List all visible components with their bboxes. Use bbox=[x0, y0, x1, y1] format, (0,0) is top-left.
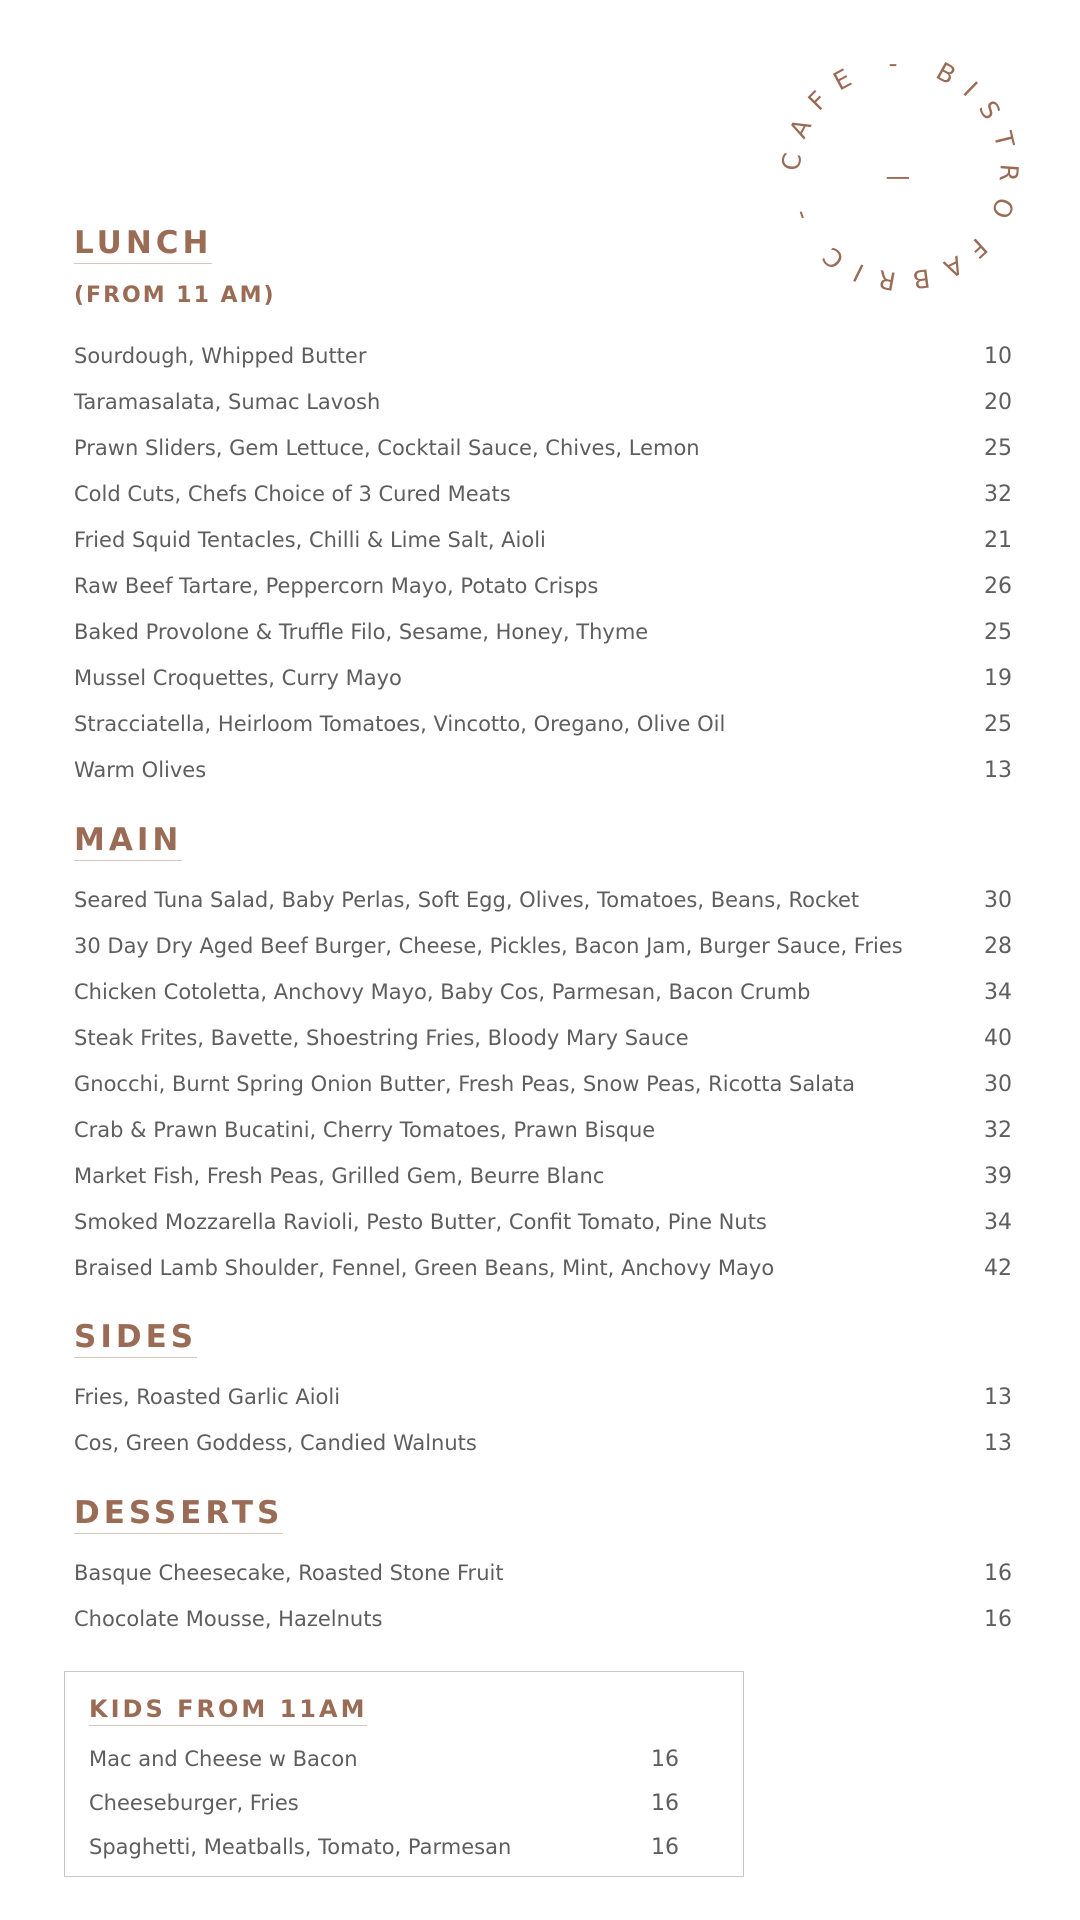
sides-menu-list bbox=[74, 1374, 1012, 1466]
menu-item-price: 16 bbox=[984, 1606, 1012, 1632]
menu-item-price: 39 bbox=[984, 1163, 1012, 1189]
menu-item-price: 16 bbox=[651, 1790, 679, 1816]
menu-item bbox=[74, 1061, 1012, 1107]
menu-item bbox=[74, 1550, 1012, 1596]
menu-item bbox=[74, 563, 1012, 609]
menu-item-name: Taramasalata, Sumac Lavosh bbox=[74, 390, 381, 414]
menu-item bbox=[74, 333, 1012, 379]
menu-item bbox=[74, 609, 1012, 655]
menu-item-price: 13 bbox=[984, 1430, 1012, 1456]
menu-item bbox=[89, 1737, 679, 1781]
desserts-section-title: DESSERTS bbox=[74, 1496, 283, 1534]
logo-center-mark: | bbox=[886, 174, 911, 182]
menu-item-name: Baked Provolone & Truffle Filo, Sesame, Honey, Thyme bbox=[74, 620, 649, 644]
menu-item-name: Fried Squid Tentacles, Chilli & Lime Salt, Aioli bbox=[74, 528, 546, 552]
menu-item-price: 32 bbox=[984, 481, 1012, 507]
menu-item-name: Braised Lamb Shoulder, Fennel, Green Beans, Mint, Anchovy Mayo bbox=[74, 1256, 775, 1280]
menu-item-name: Prawn Sliders, Gem Lettuce, Cocktail Sauce, Chives, Lemon bbox=[74, 436, 700, 460]
lunch-section-title: LUNCH bbox=[74, 226, 212, 264]
logo-ring-text: FABRIC - CAFE - BISTRO bbox=[776, 48, 1024, 297]
menu-item-price: 25 bbox=[984, 435, 1012, 461]
menu-item-price: 25 bbox=[984, 711, 1012, 737]
desserts-menu-list bbox=[74, 1550, 1012, 1642]
lunch-section-subtitle: (FROM 11 AM) bbox=[74, 283, 276, 308]
menu-item-name: Cold Cuts, Chefs Choice of 3 Cured Meats bbox=[74, 482, 511, 506]
menu-item-name: Market Fish, Fresh Peas, Grilled Gem, Beurre Blanc bbox=[74, 1164, 605, 1188]
menu-item-name: Gnocchi, Burnt Spring Onion Butter, Fresh Peas, Snow Peas, Ricotta Salata bbox=[74, 1072, 855, 1096]
menu-item bbox=[74, 471, 1012, 517]
menu-item-price: 34 bbox=[984, 979, 1012, 1005]
menu-item bbox=[89, 1825, 679, 1869]
menu-item-name: Cheeseburger, Fries bbox=[89, 1791, 299, 1815]
menu-item bbox=[74, 655, 1012, 701]
menu-item-name: Basque Cheesecake, Roasted Stone Fruit bbox=[74, 1561, 504, 1585]
menu-item-price: 40 bbox=[984, 1025, 1012, 1051]
menu-item-price: 16 bbox=[651, 1834, 679, 1860]
menu-item-name: Raw Beef Tartare, Peppercorn Mayo, Potato Crisps bbox=[74, 574, 599, 598]
menu-item bbox=[74, 877, 1012, 923]
menu-item bbox=[74, 1153, 1012, 1199]
menu-item-name: Seared Tuna Salad, Baby Perlas, Soft Egg, Olives, Tomatoes, Beans, Rocket bbox=[74, 888, 860, 912]
menu-item-price: 16 bbox=[984, 1560, 1012, 1586]
menu-item-price: 10 bbox=[984, 343, 1012, 369]
kids-section-title: KIDS FROM 11AM bbox=[89, 1696, 367, 1726]
menu-item-price: 28 bbox=[984, 933, 1012, 959]
menu-item-price: 13 bbox=[984, 1384, 1012, 1410]
menu-item-price: 30 bbox=[984, 887, 1012, 913]
menu-item bbox=[74, 701, 1012, 747]
menu-item-name: Crab & Prawn Bucatini, Cherry Tomatoes, Prawn Bisque bbox=[74, 1118, 656, 1142]
fabric-cafe-bistro-logo bbox=[770, 42, 1030, 302]
menu-item-name: Stracciatella, Heirloom Tomatoes, Vincotto, Oregano, Olive Oil bbox=[74, 712, 726, 736]
menu-item-price: 25 bbox=[984, 619, 1012, 645]
menu-item-price: 34 bbox=[984, 1209, 1012, 1235]
menu-item-price: 13 bbox=[984, 757, 1012, 783]
menu-item-name: Mussel Croquettes, Curry Mayo bbox=[74, 666, 402, 690]
kids-menu-list bbox=[89, 1737, 679, 1869]
menu-item bbox=[74, 1596, 1012, 1642]
menu-item bbox=[74, 1245, 1012, 1291]
menu-item-price: 16 bbox=[651, 1746, 679, 1772]
menu-item bbox=[74, 1015, 1012, 1061]
kids-menu-box bbox=[64, 1671, 744, 1877]
main-section-title: MAIN bbox=[74, 823, 182, 861]
menu-item-name: Chocolate Mousse, Hazelnuts bbox=[74, 1607, 383, 1631]
menu-item bbox=[74, 1420, 1012, 1466]
menu-item bbox=[74, 969, 1012, 1015]
menu-item-price: 19 bbox=[984, 665, 1012, 691]
menu-item bbox=[89, 1781, 679, 1825]
menu-item-name: Spaghetti, Meatballs, Tomato, Parmesan bbox=[89, 1835, 512, 1859]
menu-item-name: Warm Olives bbox=[74, 758, 207, 782]
menu-item-price: 26 bbox=[984, 573, 1012, 599]
sides-section-title: SIDES bbox=[74, 1320, 197, 1358]
menu-item bbox=[74, 1374, 1012, 1420]
menu-item-name: Steak Frites, Bavette, Shoestring Fries, Bloody Mary Sauce bbox=[74, 1026, 689, 1050]
menu-item-name: Chicken Cotoletta, Anchovy Mayo, Baby Cos, Parmesan, Bacon Crumb bbox=[74, 980, 811, 1004]
menu-item-price: 42 bbox=[984, 1255, 1012, 1281]
menu-item bbox=[74, 923, 1012, 969]
logo-ring-svg bbox=[770, 42, 1030, 302]
menu-item bbox=[74, 747, 1012, 793]
lunch-menu-list bbox=[74, 333, 1012, 793]
menu-item-name: Fries, Roasted Garlic Aioli bbox=[74, 1385, 341, 1409]
main-menu-list bbox=[74, 877, 1012, 1291]
menu-item-name: Sourdough, Whipped Butter bbox=[74, 344, 367, 368]
menu-item-price: 32 bbox=[984, 1117, 1012, 1143]
menu-item bbox=[74, 1199, 1012, 1245]
menu-item-name: 30 Day Dry Aged Beef Burger, Cheese, Pickles, Bacon Jam, Burger Sauce, Fries bbox=[74, 934, 903, 958]
menu-item-price: 20 bbox=[984, 389, 1012, 415]
menu-item bbox=[74, 379, 1012, 425]
menu-item bbox=[74, 425, 1012, 471]
menu-item-price: 21 bbox=[984, 527, 1012, 553]
menu-item-name: Smoked Mozzarella Ravioli, Pesto Butter, Confit Tomato, Pine Nuts bbox=[74, 1210, 767, 1234]
menu-item-price: 30 bbox=[984, 1071, 1012, 1097]
menu-item-name: Cos, Green Goddess, Candied Walnuts bbox=[74, 1431, 477, 1455]
menu-item bbox=[74, 517, 1012, 563]
menu-item-name: Mac and Cheese w Bacon bbox=[89, 1747, 358, 1771]
menu-item bbox=[74, 1107, 1012, 1153]
